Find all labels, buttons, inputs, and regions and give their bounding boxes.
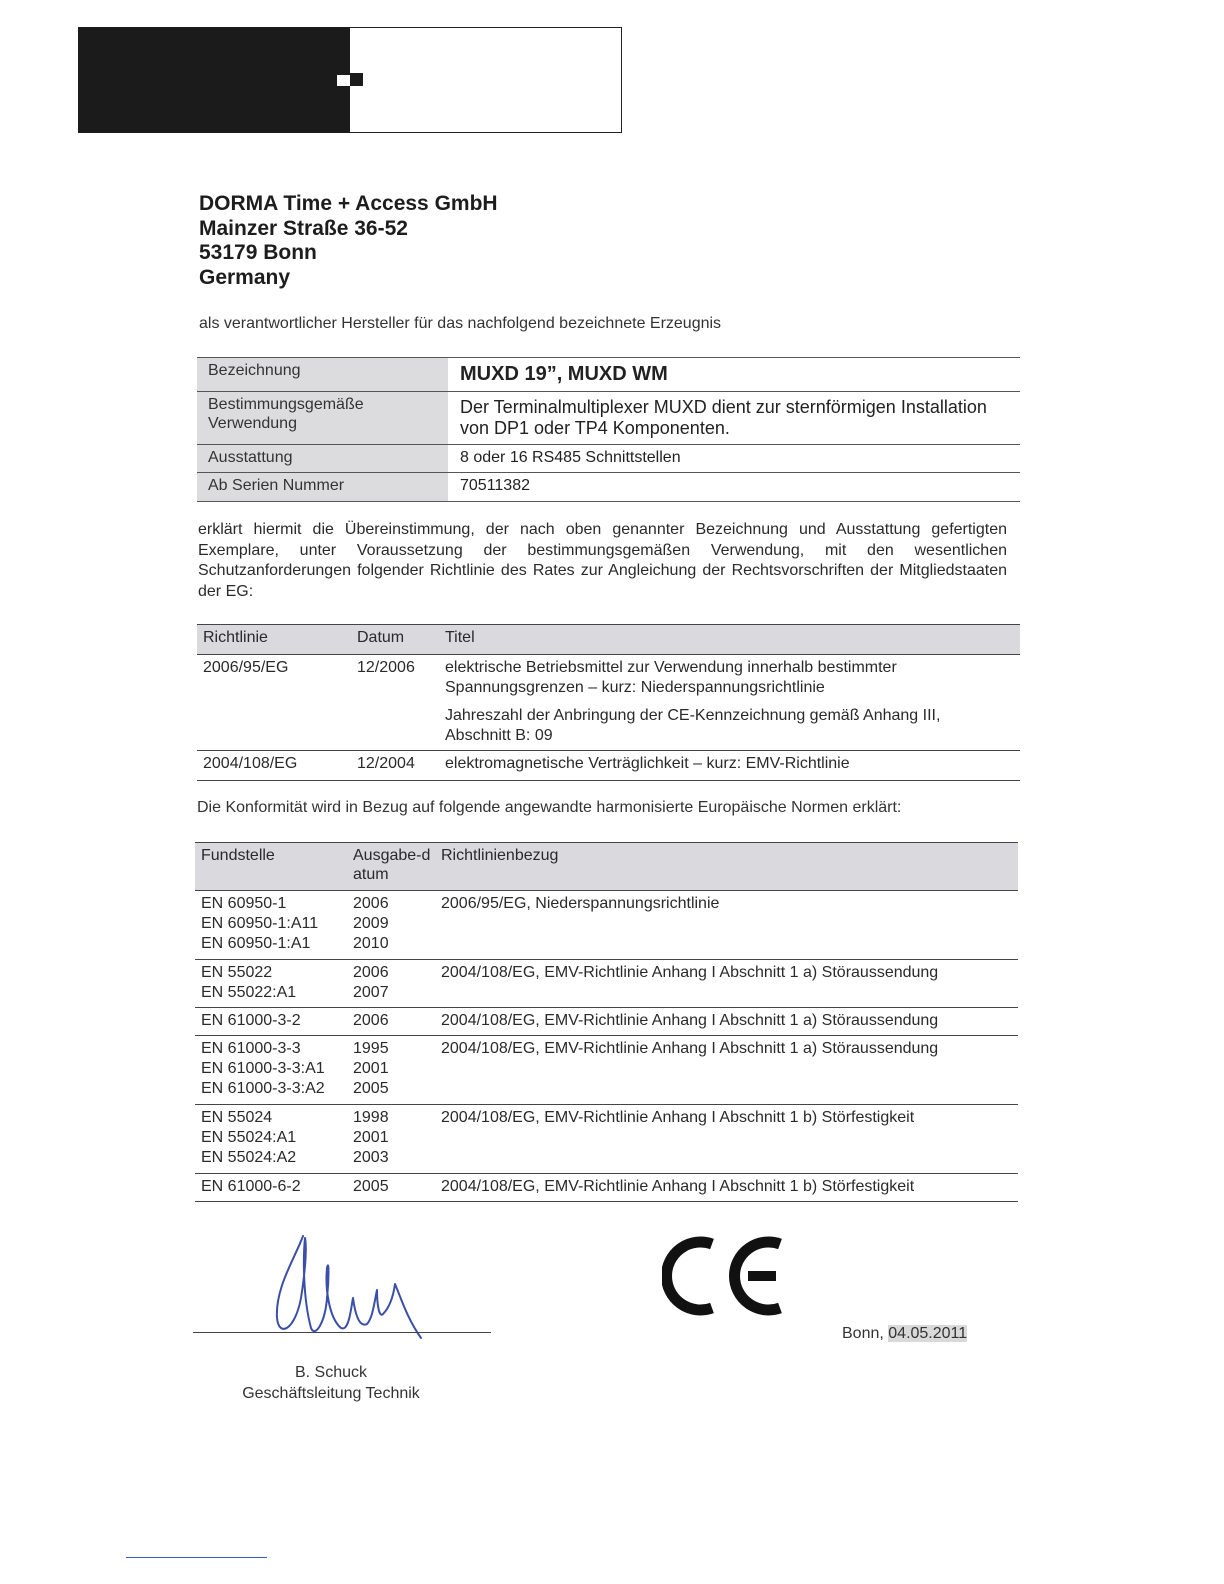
standard-date: 2009 [353,915,389,932]
col-header-text: Ausgabe-datum [353,847,431,883]
ce-mark-icon [662,1232,786,1320]
logo-block-dark [78,27,350,133]
signer-name: B. Schuck [294,1364,368,1381]
standard-ref: EN 60950-1:A1 [201,935,311,952]
logo-block-outline [350,27,622,133]
company-street: Mainzer Straße 36-52 [199,216,408,240]
standard-refs [195,1008,347,1036]
standard-ref: EN 55022:A1 [201,984,297,1001]
logo-square-dark [350,73,363,86]
table-row [195,1036,1018,1105]
standard-directive: 2004/108/EG, EMV-Richtlinie Anhang I Abschnitt 1 a) Störaussendung [435,960,1018,1008]
standards-table [195,842,1018,1202]
standard-dates [347,1174,435,1202]
standard-date: 2005 [353,1080,389,1097]
standard-ref: EN 61000-6-2 [201,1178,301,1195]
signer-block [193,1362,469,1404]
company-city: 53179 Bonn [199,241,317,264]
logo-square-light [337,75,350,86]
standard-refs [195,1105,347,1174]
standard-ref: EN 61000-3-3 [201,1040,301,1057]
standard-ref: EN 55024:A1 [201,1129,297,1146]
standard-date: 2001 [353,1129,389,1146]
signature-line [193,1332,491,1333]
table-row [195,960,1018,1008]
col-header [347,843,435,891]
product-row [197,358,1020,392]
company-country: Germany [199,265,291,289]
standard-date: 2007 [353,984,389,1001]
standard-directive: 2004/108/EG, EMV-Richtlinie Anhang I Abschnitt 1 a) Störaussendung [435,1008,1018,1036]
col-header: Richtlinie [197,625,351,655]
product-label: Bestimmungsgemäße Verwendung [197,392,448,445]
directive-note: Jahreszahl der Anbringung der CE-Kennzeichnung gemäß Anhang III, Abschnitt B: 09 [445,707,941,744]
standard-date: 2005 [353,1178,389,1195]
standard-date: 2006 [353,1012,389,1029]
product-value-serial: 70511382 [448,473,1020,502]
product-row [197,392,1020,445]
product-value-equipment: 8 oder 16 RS485 Schnittstellen [448,445,1020,473]
intro-text: als verantwortlicher Hersteller für das nachfolgend bezeichnete Erzeugnis [199,315,722,332]
product-label: Ab Serien Nummer [197,473,448,502]
directive-code: 2006/95/EG [197,655,351,751]
product-row [197,445,1020,473]
standard-refs [195,1036,347,1105]
product-label: Bezeichnung [197,358,448,392]
directives-header-row [197,625,1020,655]
product-value-usage: Der Terminalmultiplexer MUXD dient zur sternförmigen Installation von DP1 oder TP4 Komponenten. [448,392,1020,445]
standard-ref: EN 55024 [201,1109,273,1126]
standard-dates [347,1036,435,1105]
standard-date: 1998 [353,1109,389,1126]
standard-date: 1995 [353,1040,389,1057]
standard-directive: 2004/108/EG, EMV-Richtlinie Anhang I Abschnitt 1 a) Störaussendung [435,1036,1018,1105]
product-table [197,357,1020,502]
standard-date: 2001 [353,1060,389,1077]
standard-date: 2010 [353,935,389,952]
standard-ref: EN 61000-3-3:A1 [201,1060,325,1077]
signer-role: Geschäftsleitung Technik [242,1385,420,1402]
directive-title-cell [439,655,1020,751]
standard-dates [347,891,435,960]
standard-ref: EN 60950-1:A11 [201,915,319,932]
table-row [197,751,1020,781]
table-row [195,1008,1018,1036]
col-header: Fundstelle [195,843,347,891]
place: Bonn, [842,1325,884,1342]
directive-title: elektrische Betriebsmittel zur Verwendung innerhalb bestimmter Spannungsgrenzen – kurz: Niederspannungsrichtlinie [445,659,897,696]
directive-code: 2004/108/EG [197,751,351,781]
table-row [195,1105,1018,1174]
date: 04.05.2011 [888,1325,968,1342]
table-row [195,1174,1018,1202]
standard-ref: EN 61000-3-3:A2 [201,1080,325,1097]
place-date [842,1325,967,1343]
conformity-text: Die Konformität wird in Bezug auf folgende angewandte harmonisierte Europäische Normen erklärt: [197,799,902,816]
product-label: Ausstattung [197,445,448,473]
standard-directive: 2004/108/EG, EMV-Richtlinie Anhang I Abschnitt 1 b) Störfestigkeit [435,1105,1018,1174]
standard-dates [347,1008,435,1036]
standard-refs [195,891,347,960]
standard-date: 2006 [353,895,389,912]
signature-image [255,1228,445,1343]
col-header: Richtlinienbezug [435,843,1018,891]
standard-refs [195,1174,347,1202]
standard-dates [347,960,435,1008]
declaration-text: erklärt hiermit die Übereinstimmung, der nach oben genannter Bezeichnung und Ausstattung gefertigten Exemplare, unter Voraussetzung der bestimmungsgemäßen Verwendung, mit den wesentlichen Schutzanforderungen folgender Richtlinie des Rates zur Angleichung der Rechtsvorschriften der Mitgliedstaaten der EG: [198,521,1007,600]
col-header: Datum [351,625,439,655]
standard-directive: 2006/95/EG, Niederspannungsrichtlinie [435,891,1018,960]
manufacturer-address [199,192,498,290]
footer-link-line [126,1557,267,1558]
product-value-name: MUXD 19”, MUXD WM [448,358,1020,392]
standard-ref: EN 61000-3-2 [201,1012,301,1029]
directive-date: 12/2006 [351,655,439,751]
table-row [195,891,1018,960]
directives-table [197,624,1020,781]
company-name: DORMA Time + Access GmbH [199,192,498,215]
standard-ref: EN 55022 [201,964,273,981]
standard-ref: EN 55024:A2 [201,1149,297,1166]
directive-date: 12/2004 [351,751,439,781]
table-row [197,655,1020,751]
standards-header-row [195,843,1018,891]
standard-ref: EN 60950-1 [201,895,287,912]
standard-directive: 2004/108/EG, EMV-Richtlinie Anhang I Abschnitt 1 b) Störfestigkeit [435,1174,1018,1202]
standard-date: 2003 [353,1149,389,1166]
directive-title: elektromagnetische Verträglichkeit – kurz: EMV-Richtlinie [439,751,1020,781]
standard-refs [195,960,347,1008]
standard-date: 2006 [353,964,389,981]
col-header: Titel [439,625,1020,655]
product-row [197,473,1020,502]
standard-dates [347,1105,435,1174]
